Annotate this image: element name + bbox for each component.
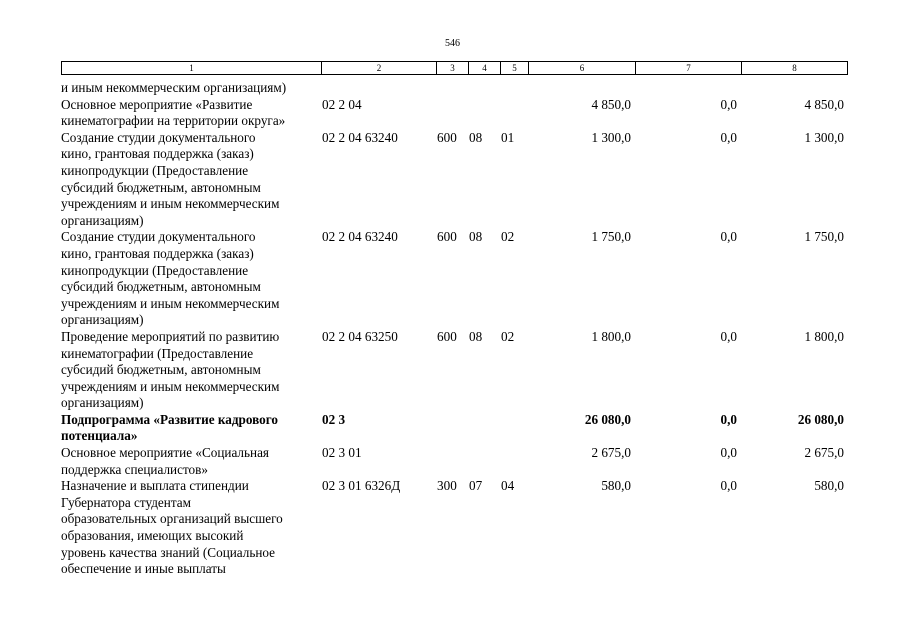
row-expense-type: 300 — [437, 478, 457, 494]
row-value-col7: 0,0 — [720, 478, 737, 494]
description-line: уровень качества знаний (Социальное — [61, 544, 276, 560]
description-line: организациям) — [61, 212, 144, 228]
description-line: кинопродукции (Предоставление — [61, 262, 249, 278]
description-line: кинопродукции (Предоставление — [61, 162, 249, 178]
row-code: 02 2 04 63240 — [322, 229, 398, 245]
description-line: и иным некоммерческим организациям) — [61, 80, 287, 95]
row-value-col6: 26 080,0 — [584, 411, 631, 427]
row-value-col8: 4 850,0 — [804, 96, 844, 112]
row-value-col6: 1 800,0 — [591, 328, 631, 344]
description-line: кино, грантовая поддержка (заказ) — [61, 245, 254, 261]
row-subsection: 01 — [501, 129, 515, 145]
row-value-col8: 1 750,0 — [804, 229, 844, 245]
description-line: учреждениям и иным некоммерческим — [61, 196, 280, 212]
row-value-col7: 0,0 — [720, 129, 737, 145]
table-row — [0, 130, 905, 230]
page-number: 546 — [445, 38, 460, 49]
description-line: Основное мероприятие «Развитие — [61, 96, 253, 112]
row-description — [61, 478, 321, 578]
table-row — [0, 329, 905, 412]
row-description — [61, 130, 321, 230]
description-line: субсидий бюджетным, автономным — [61, 179, 261, 195]
budget-table-body — [0, 80, 905, 578]
row-code: 02 2 04 — [322, 96, 362, 112]
row-value-col6: 1 300,0 — [591, 129, 631, 145]
description-line: обеспечение и иные выплаты — [61, 561, 226, 577]
row-subsection: 02 — [501, 229, 515, 245]
row-description — [61, 97, 321, 130]
row-description — [61, 412, 321, 445]
row-subsection: 02 — [501, 328, 515, 344]
row-code: 02 2 04 63240 — [322, 129, 398, 145]
description-line: субсидий бюджетным, автономным — [61, 362, 261, 378]
row-section: 08 — [469, 229, 483, 245]
header-col-6: 6 — [529, 62, 636, 75]
description-line: поддержка специалистов» — [61, 461, 208, 477]
row-code: 02 3 01 6326Д — [322, 478, 401, 494]
row-section: 07 — [469, 478, 483, 494]
description-line: образования, имеющих высокий — [61, 528, 244, 544]
header-col-7: 7 — [636, 62, 742, 75]
table-row — [0, 80, 905, 97]
description-line: Основное мероприятие «Социальная — [61, 445, 269, 461]
row-value-col6: 2 675,0 — [591, 445, 631, 461]
description-line: кинематографии (Предоставление — [61, 345, 254, 361]
table-row — [0, 229, 905, 329]
description-line: потенциала» — [61, 428, 138, 444]
row-description — [61, 329, 321, 412]
row-subsection: 04 — [501, 478, 515, 494]
row-value-col8: 2 675,0 — [804, 445, 844, 461]
header-col-4: 4 — [469, 62, 501, 75]
description-line: Подпрограмма «Развитие кадрового — [61, 411, 278, 427]
description-line: Создание студии документального — [61, 129, 256, 145]
description-line: учреждениям и иным некоммерческим — [61, 295, 280, 311]
row-description — [61, 445, 321, 478]
row-expense-type: 600 — [437, 328, 457, 344]
row-description — [61, 229, 321, 329]
table-row — [0, 97, 905, 130]
description-line: субсидий бюджетным, автономным — [61, 279, 261, 295]
row-expense-type: 600 — [437, 229, 457, 245]
description-line: учреждениям и иным некоммерческим — [61, 378, 280, 394]
description-line: кинематографии на территории округа» — [61, 113, 286, 129]
row-value-col6: 1 750,0 — [591, 229, 631, 245]
row-value-col8: 580,0 — [814, 478, 844, 494]
table-row — [0, 445, 905, 478]
description-line: Проведение мероприятий по развитию — [61, 328, 280, 344]
row-value-col7: 0,0 — [720, 229, 737, 245]
row-expense-type: 600 — [437, 129, 457, 145]
row-value-col8: 26 080,0 — [797, 411, 844, 427]
table-row — [0, 412, 905, 445]
row-code: 02 3 01 — [322, 445, 362, 461]
header-col-5: 5 — [501, 62, 529, 75]
description-line: кино, грантовая поддержка (заказ) — [61, 146, 254, 162]
description-line: образовательных организаций высшего — [61, 511, 283, 527]
description-line: Создание студии документального — [61, 229, 256, 245]
row-value-col6: 580,0 — [601, 478, 631, 494]
row-value-col7: 0,0 — [720, 328, 737, 344]
row-value-col7: 0,0 — [720, 445, 737, 461]
row-section: 08 — [469, 129, 483, 145]
description-line: организациям) — [61, 312, 144, 328]
row-section: 08 — [469, 328, 483, 344]
description-line: организациям) — [61, 395, 144, 411]
row-value-col7: 0,0 — [720, 96, 737, 112]
row-value-col8: 1 300,0 — [804, 129, 844, 145]
table-row — [0, 478, 905, 578]
row-code: 02 2 04 63250 — [322, 328, 398, 344]
row-value-col8: 1 800,0 — [804, 328, 844, 344]
column-number-header — [61, 61, 848, 75]
header-col-3: 3 — [437, 62, 469, 75]
header-col-2: 2 — [322, 62, 437, 75]
description-line: Назначение и выплата стипендии — [61, 478, 249, 494]
description-line: Губернатора студентам — [61, 494, 191, 510]
row-code: 02 3 — [322, 411, 346, 427]
row-value-col7: 0,0 — [720, 411, 737, 427]
row-description — [61, 80, 321, 97]
header-col-1: 1 — [62, 62, 322, 75]
row-value-col6: 4 850,0 — [591, 96, 631, 112]
header-col-8: 8 — [742, 62, 848, 75]
